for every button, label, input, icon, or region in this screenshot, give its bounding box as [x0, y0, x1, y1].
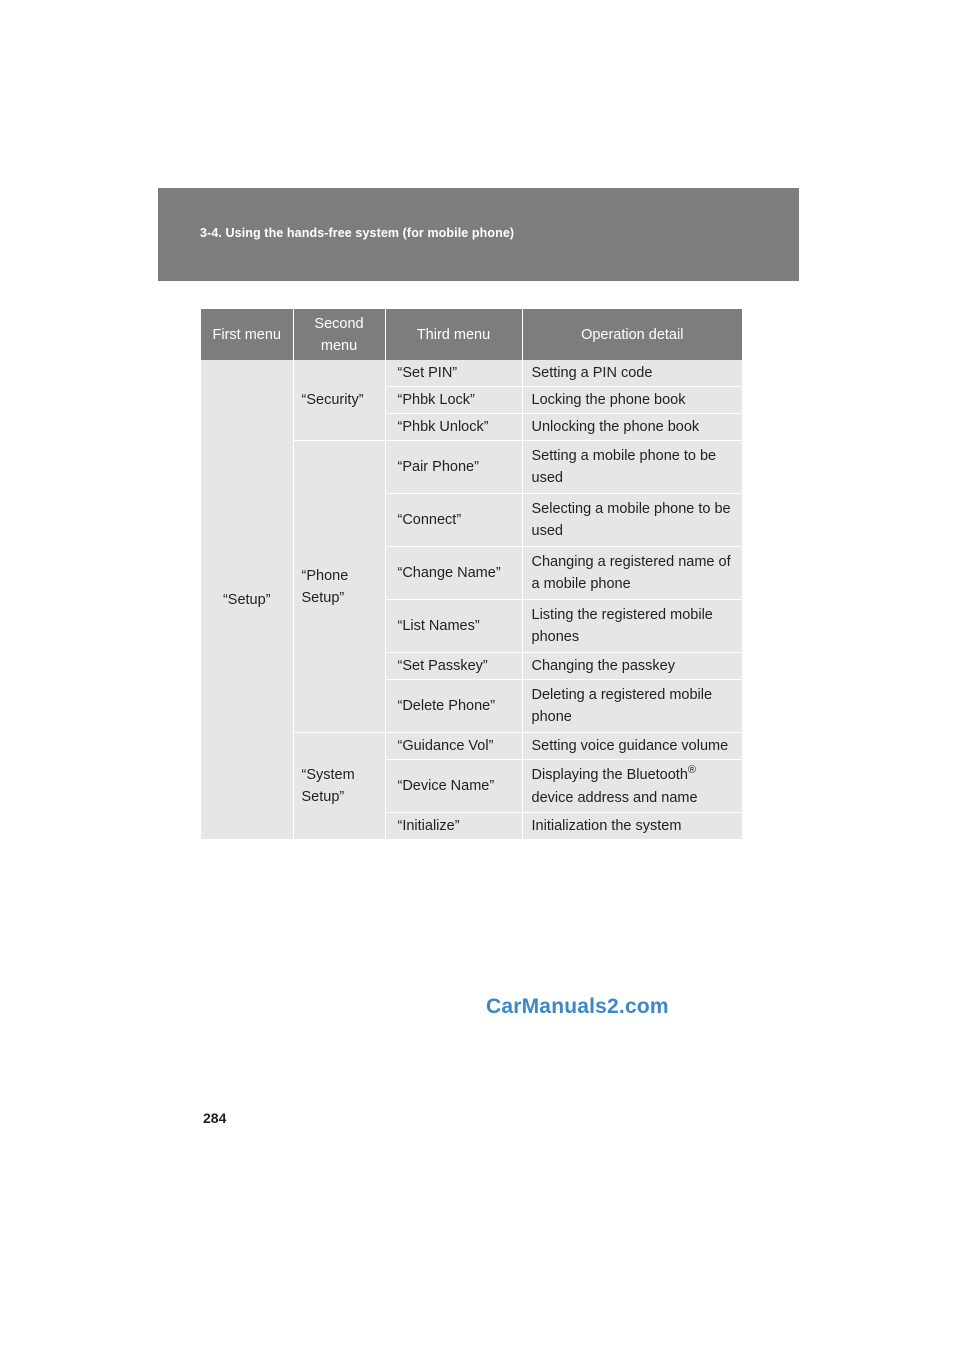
third-menu-cell: “Phbk Unlock” [385, 414, 522, 441]
column-header-first-menu: First menu [201, 309, 293, 360]
registered-mark: ® [687, 764, 696, 776]
operation-detail-text: Displaying the Bluetooth [531, 767, 688, 783]
third-menu-cell: “Set Passkey” [385, 653, 522, 680]
third-menu-cell: “Set PIN” [385, 360, 522, 387]
second-menu-cell: “System Setup” [293, 733, 385, 840]
operation-detail-cell: Changing the passkey [522, 653, 742, 680]
section-header-band [158, 188, 799, 281]
operation-detail-cell: Deleting a registered mobile phone [522, 680, 742, 733]
third-menu-cell: “Delete Phone” [385, 680, 522, 733]
page-number: 284 [203, 1110, 227, 1126]
first-menu-cell: “Setup” [201, 360, 293, 840]
second-menu-cell: “Security” [293, 360, 385, 441]
operation-detail-cell: Setting a mobile phone to be used [522, 441, 742, 494]
operation-detail-cell: Unlocking the phone book [522, 414, 742, 441]
operation-detail-cell: Setting a PIN code [522, 360, 742, 387]
third-menu-cell: “Phbk Lock” [385, 387, 522, 414]
menu-table [201, 309, 742, 840]
operation-detail-cell: Changing a registered name of a mobile phone [522, 547, 742, 600]
operation-detail-text-tail: device address and name [531, 790, 698, 806]
second-menu-cell: “Phone Setup” [293, 441, 385, 733]
operation-detail-cell: Locking the phone book [522, 387, 742, 414]
operation-detail-cell: Listing the registered mobile phones [522, 600, 742, 653]
table-row [201, 360, 742, 387]
operation-detail-cell: Setting voice guidance volume [522, 733, 742, 760]
column-header-operation-detail: Operation detail [522, 309, 742, 360]
third-menu-cell: “Pair Phone” [385, 441, 522, 494]
third-menu-cell: “Connect” [385, 494, 522, 547]
watermark-logo: CarManuals2.com [486, 995, 669, 1018]
third-menu-cell: “List Names” [385, 600, 522, 653]
operation-detail-cell: Initialization the system [522, 813, 742, 840]
column-header-third-menu: Third menu [385, 309, 522, 360]
third-menu-cell: “Initialize” [385, 813, 522, 840]
column-header-second-menu: Second menu [293, 309, 385, 360]
operation-detail-cell [522, 760, 742, 813]
third-menu-cell: “Change Name” [385, 547, 522, 600]
table-header-row [201, 309, 742, 360]
operation-detail-cell: Selecting a mobile phone to be used [522, 494, 742, 547]
third-menu-cell: “Guidance Vol” [385, 733, 522, 760]
third-menu-cell: “Device Name” [385, 760, 522, 813]
section-title: 3-4. Using the hands-free system (for mobile phone) [200, 226, 515, 240]
